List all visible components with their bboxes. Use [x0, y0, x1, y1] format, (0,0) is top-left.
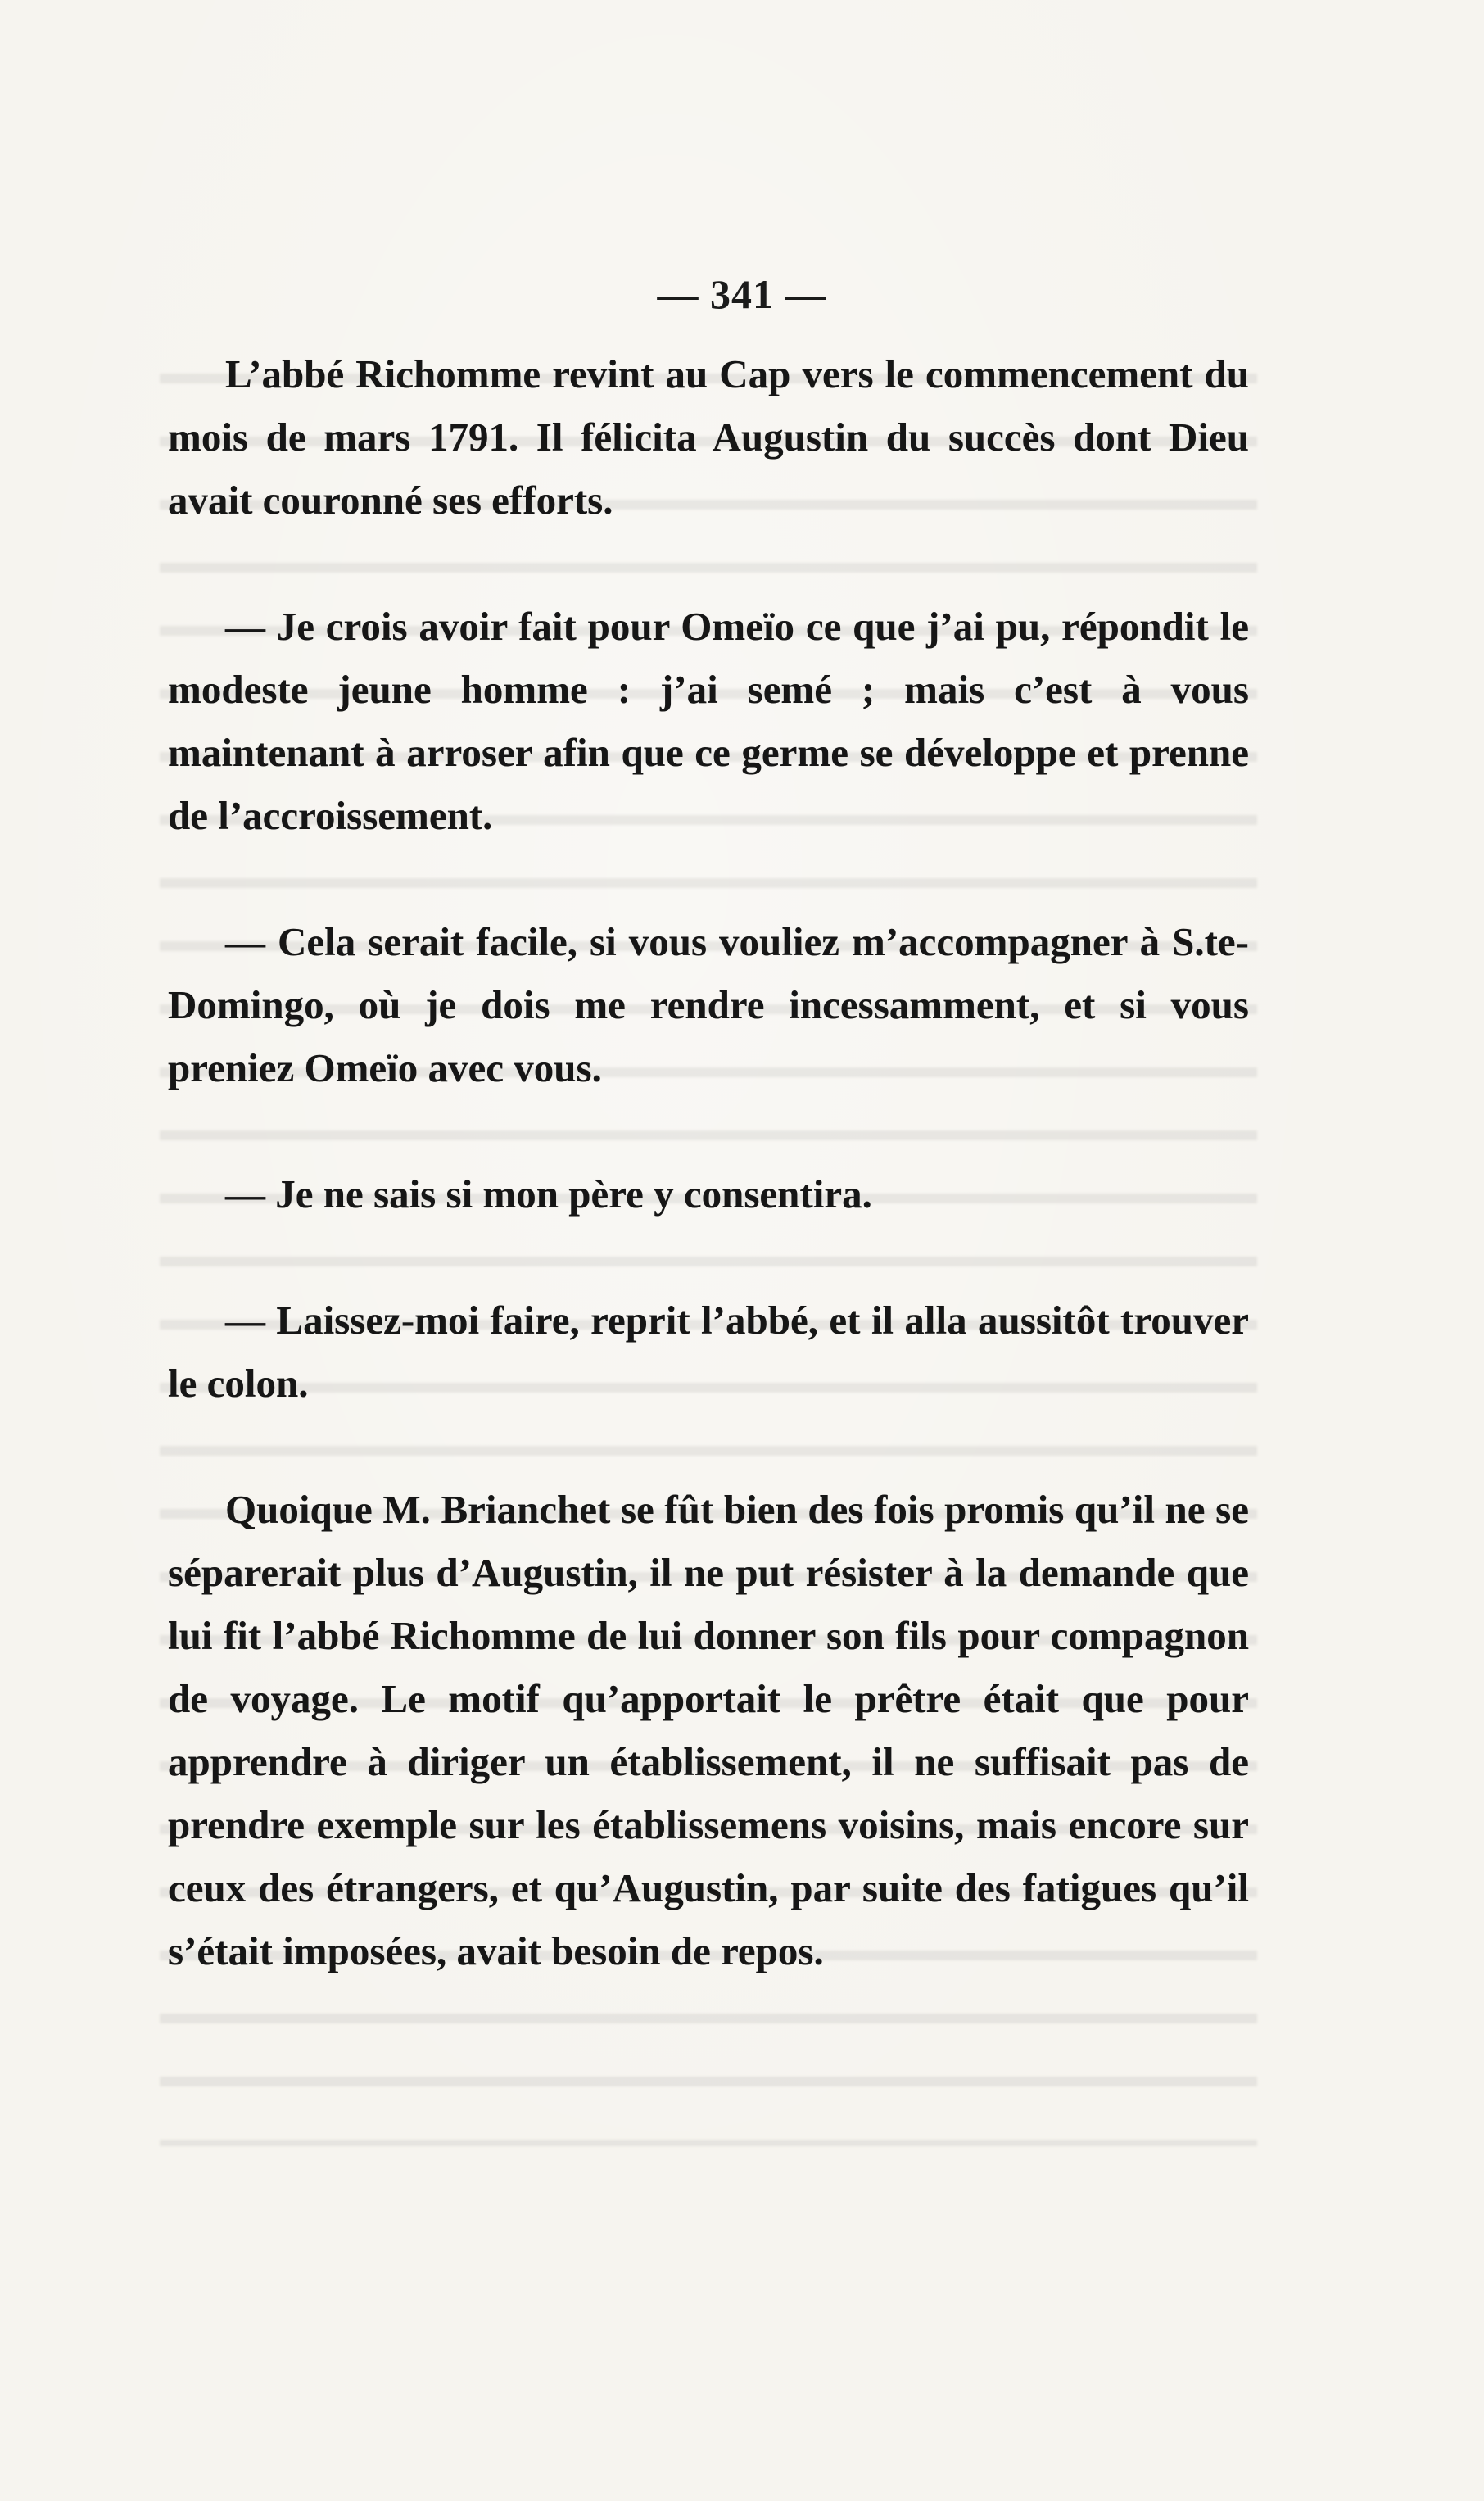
- paragraph-4: — Je ne sais si mon père y consentira.: [225, 1171, 872, 1217]
- paragraph-5: — Laissez-moi faire, reprit l’abbé, et il alla aussitôt trouver le colon.: [168, 1298, 1249, 1406]
- paragraph-2: — Je crois avoir fait pour Omeïo ce que j’ai pu, répondit le modeste jeune homme : j’ai semé ; mais c’est à vous maintenant à arroser afin que ce germe se développe et prenne de l’accroissement.: [168, 604, 1249, 838]
- paragraph-1: L’abbé Richomme revint au Cap vers le commencement du mois de mars 1791. Il félicita Augustin du succès dont Dieu avait couronné ses efforts.: [168, 351, 1249, 523]
- paragraph-6: Quoique M. Brianchet se fût bien des fois promis qu’il ne se séparerait plus d’Augustin, il ne put résister à la demande que lui fit l’abbé Richomme de lui donner son fils pour compagnon de voyage. Le motif qu’apportait le prêtre était que pour apprendre à diriger un établissement, il ne suffisait pas de prendre exemple sur les établissemens voisins, mais encore sur ceux des étrangers, et qu’Augustin, par suite des fatigues qu’il s’était imposées, avait besoin de repos.: [168, 1487, 1249, 1973]
- paragraph-3: — Cela serait facile, si vous vouliez m’accompagner à S.te-Domingo, où je dois me rendre incessamment, et si vous preniez Omeïo avec vous.: [168, 919, 1249, 1090]
- page-number: — 341 —: [657, 271, 827, 317]
- body-text: [168, 342, 1249, 1982]
